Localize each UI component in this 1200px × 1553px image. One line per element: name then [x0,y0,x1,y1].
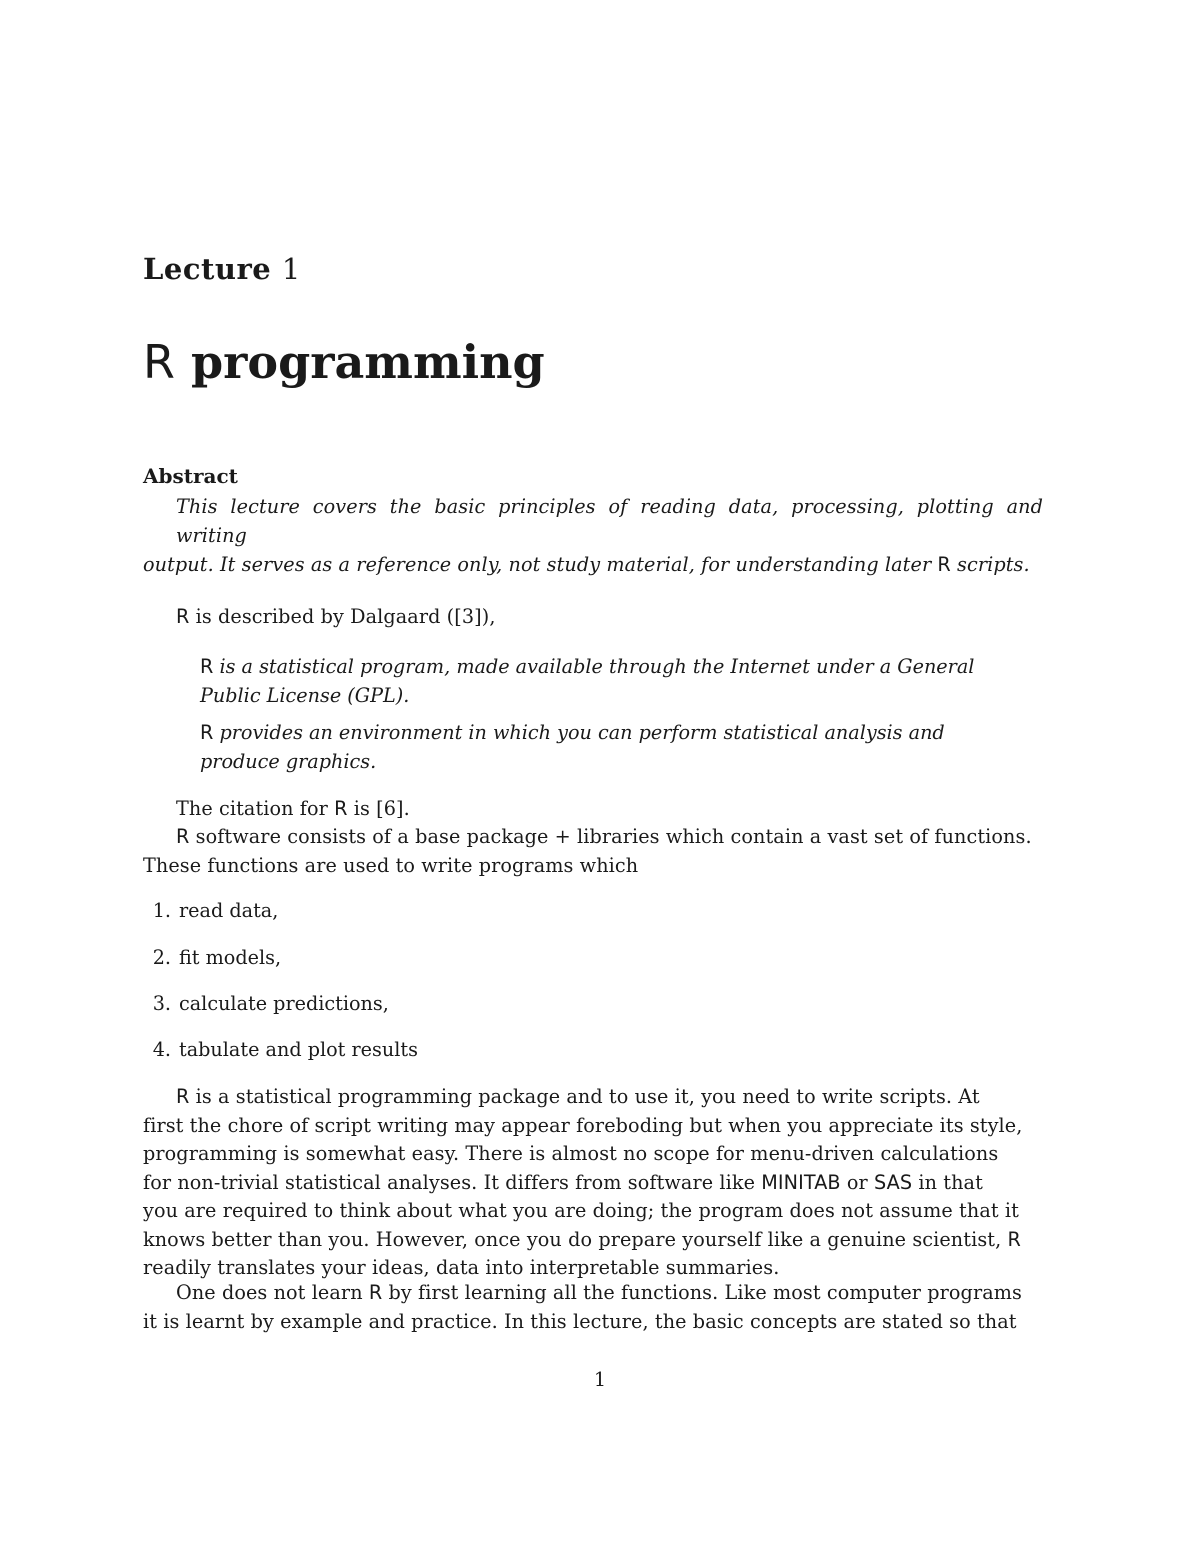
paragraph-1-line-3: programming is somewhat easy. There is almost no scope for menu-driven calculations [143,1142,999,1165]
quote-1-r: R [200,655,214,678]
paragraph-2-line-1 [143,1279,1043,1308]
list-text: read data, [179,899,279,922]
software-line-2: These functions are used to write programs which [143,853,639,877]
list-text: fit models, [179,946,282,969]
list-text: calculate predictions, [179,992,389,1015]
paragraph-1-line-4-mid: or [840,1170,875,1194]
paragraph-1-line-6 [143,1226,1043,1255]
paragraph-2-r: R [368,1281,383,1304]
intro-paragraph [176,603,1076,632]
paragraph-1-line-7: readily translates your ideas, data into interpretable summaries. [143,1256,780,1279]
intro-r: R [176,605,190,628]
list-item [143,897,278,925]
paragraph-2-line-1-before: One does not learn [176,1281,369,1304]
paragraph-1-line-4-after: in that [912,1170,983,1194]
title-rest: programming [174,335,545,389]
list-marker: 1. [152,899,171,922]
paragraph-1-line-6-r: R [1007,1227,1021,1251]
quote-2 [200,719,1000,776]
paragraph-1-line-2: first the chore of script writing may appear foreboding but when you appreciate its style, [143,1113,1023,1137]
software-r: R [176,825,190,848]
paragraph-1-line-1 [143,1083,1043,1112]
paragraph-2-line-1-after: by first learning all the functions. Like most computer programs [382,1281,1022,1304]
list-item [143,1036,418,1064]
sas-name: SAS [874,1170,913,1194]
citation-after: is [6]. [347,797,410,820]
paragraph-2 [143,1279,1043,1336]
list-marker: 2. [152,946,171,969]
quote-1 [200,653,1000,710]
quote-2-text: provides an environment in which you can perform statistical analysis and [213,721,945,744]
paragraph-1-r: R [176,1085,190,1108]
paragraph-2-line-2: it is learnt by example and practice. In this lecture, the basic concepts are stated so that [143,1309,1017,1333]
abstract-r: R [937,553,951,576]
quote-1-line-2: Public License (GPL). [200,683,410,707]
paragraph-1 [143,1083,1043,1283]
software-text: software consists of a base package + libraries which contain a vast set of functions. [189,825,1032,848]
abstract-line-2-text: output. It serves as a reference only, not study material, for understanding later [143,553,938,576]
lecture-number: 1 [281,252,301,286]
paragraph-1-line-4-before: for non-trivial statistical analyses. It differs from software like [143,1170,762,1194]
list-marker: 4. [152,1038,171,1061]
intro-text: is described by Dalgaard ([3]), [189,605,496,628]
list-item [143,990,389,1018]
citation-paragraph [176,795,1076,824]
software-line-1 [143,823,1043,852]
paragraph-1-line-1-text: is a statistical programming package and to use it, you need to write scripts. At [189,1085,980,1108]
minitab-name: MINITAB [761,1170,841,1194]
citation-before: The citation for [176,797,335,820]
software-paragraph [143,823,1043,880]
abstract-body [143,492,1043,579]
paragraph-1-line-4 [143,1169,1043,1198]
quote-2-line-1 [200,719,1000,748]
quote-1-line-1 [200,653,1000,682]
abstract-line-2-end: scripts. [950,553,1030,576]
page-title [143,336,545,388]
title-r: R [143,335,175,389]
quote-2-line-2: produce graphics. [200,749,377,773]
paragraph-1-line-6-text: knows better than you. However, once you do prepare yourself like a genuine scientist, [143,1227,1008,1251]
list-marker: 3. [152,992,171,1015]
lecture-label [143,252,301,286]
citation-r: R [334,797,348,820]
page-number: 1 [593,1368,607,1391]
paragraph-1-line-5: you are required to think about what you are doing; the program does not assume that it [143,1199,1019,1222]
quote-1-text: is a statistical program, made available through the Internet under a General [213,655,975,678]
abstract-line-1: This lecture covers the basic principles of reading data, processing, plotting and writing [176,495,1043,547]
abstract-heading: Abstract [143,464,238,488]
list-item [143,944,281,972]
lecture-word: Lecture [143,252,272,286]
abstract-line-2 [143,550,1043,579]
list-text: tabulate and plot results [179,1038,418,1061]
quote-2-r: R [200,721,214,744]
